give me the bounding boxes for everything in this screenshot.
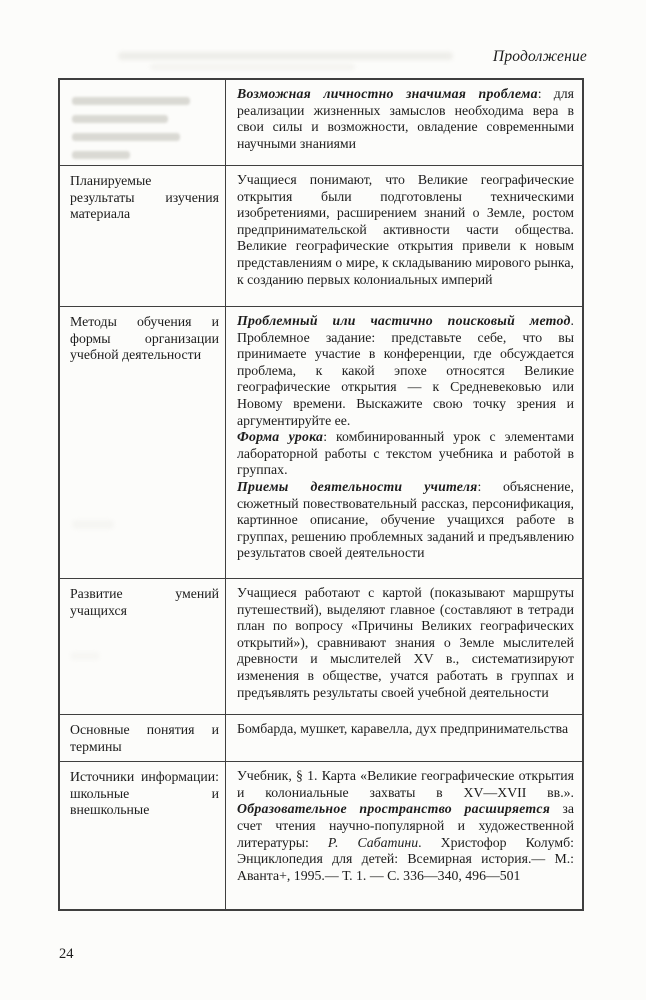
text-segment: Учащиеся работают с картой (показывают маршруты путешествий), выделяют главное (составляют в тетради план по вопросу «Причины Великих географических открытий»), сравнивают знания о Земле мыслителей древности и мыслителей XV в., систематизируют изменения в обществе, учатся работать в группах и предъявлять результаты своей учебной деятельности xyxy=(237,585,574,700)
row-header-cell xyxy=(60,715,225,761)
content-paragraph xyxy=(237,172,574,288)
row-header-cell xyxy=(60,307,225,578)
table-row xyxy=(60,714,582,761)
row-content-cell xyxy=(225,80,582,165)
emphasis-bold-italic: Форма урока xyxy=(237,429,324,445)
content-paragraph xyxy=(237,768,574,884)
content-paragraph xyxy=(237,86,574,152)
table-row xyxy=(60,578,582,714)
row-header-cell xyxy=(60,166,225,306)
lesson-plan-table xyxy=(58,78,584,911)
text-segment: : объяснение, сюжетный повествовательный рассказ, персонификация, картинное описание, обучение учащихся работе в группах, решению проблемных заданий и предъявлению результатов своей деятельности xyxy=(237,478,574,561)
emphasis-italic: Р. Сабатини xyxy=(327,834,419,850)
text-segment: Учебник, § 1. Карта «Великие географические открытия и колониальные захваты в XV—XVII вв.». xyxy=(237,768,574,800)
text-segment: за счет чтения научно-популярной и художественной литературы: xyxy=(237,801,574,850)
row-header-cell xyxy=(60,579,225,714)
row-content-cell xyxy=(225,579,582,714)
row-content-cell xyxy=(225,762,582,909)
text-segment: . Проблемное задание: представьте себе, что вы принимаете участие в конференции, где обсуждается проблема, к какой эпохе относятся Великие географические открытия — к Средневековью или Новому времени. Выскажите свою точку зрения и аргументируйте ее. xyxy=(237,313,574,428)
table-row xyxy=(60,761,582,909)
content-paragraph xyxy=(237,429,574,479)
text-segment: : для реализации жизненных замыслов необходима вера в свои силы и возможности, овладение современными научными знаниями xyxy=(237,86,574,151)
emphasis-bold-italic: Образовательное пространство расширяется xyxy=(237,801,551,817)
row-header-text: Основные понятия и термины xyxy=(70,722,219,754)
table-row xyxy=(60,80,582,165)
text-segment: : комбинированный урок с элементами лабораторной работы с текстом учебника и работой в группах. xyxy=(237,429,574,478)
bleedthrough-text-line xyxy=(72,133,180,141)
bleedthrough-text-line xyxy=(72,97,190,105)
table-row xyxy=(60,306,582,578)
text-segment: Бомбарда, мушкет, каравелла, дух предпринимательства xyxy=(237,721,569,736)
row-header-text: Планируемые результаты изучения материала xyxy=(70,173,219,222)
row-header-text: Источники информации: школьные и внешкольные xyxy=(70,769,219,818)
row-content-cell xyxy=(225,715,582,761)
text-segment: . Христофор Колумб: Энциклопедия для детей: Всемирная история.— М.: Аванта+, 1995.— Т. 1. — С. 336—340, 496—501 xyxy=(237,834,574,883)
emphasis-bold-italic: Проблемный или частично поисковый метод xyxy=(237,313,571,328)
row-header-cell xyxy=(60,762,225,909)
bleedthrough-smudge xyxy=(150,64,355,70)
row-header-text: Развитие умений учащихся xyxy=(70,586,219,618)
content-paragraph xyxy=(237,479,574,562)
content-paragraph xyxy=(237,585,574,701)
row-header-cell xyxy=(60,80,225,165)
content-paragraph xyxy=(237,721,574,738)
table-row xyxy=(60,165,582,306)
content-paragraph xyxy=(237,313,574,429)
bleedthrough-text-line xyxy=(72,115,168,123)
continuation-label: Продолжение xyxy=(492,48,587,65)
emphasis-bold-italic: Возможная личностно значимая проблема xyxy=(237,86,538,101)
row-content-cell xyxy=(225,307,582,578)
text-segment: Учащиеся понимают, что Великие географические открытия были подготовлены техническими изобретениями, расширением знаний о Земле, ростом предпринимательской активности части общества. Великие географические открытия привели к новым представлениям о мире, к складыванию мирового рынка, к созданию первых колониальных империй xyxy=(237,172,574,287)
page-number: 24 xyxy=(59,946,74,962)
row-content-cell xyxy=(225,166,582,306)
row-header-text: Методы обучения и формы организации учебной деятельности xyxy=(70,314,219,363)
bleedthrough-smudge xyxy=(118,52,453,60)
emphasis-bold-italic: Приемы деятельности учителя xyxy=(237,478,478,494)
bleedthrough-text-line xyxy=(72,151,130,159)
